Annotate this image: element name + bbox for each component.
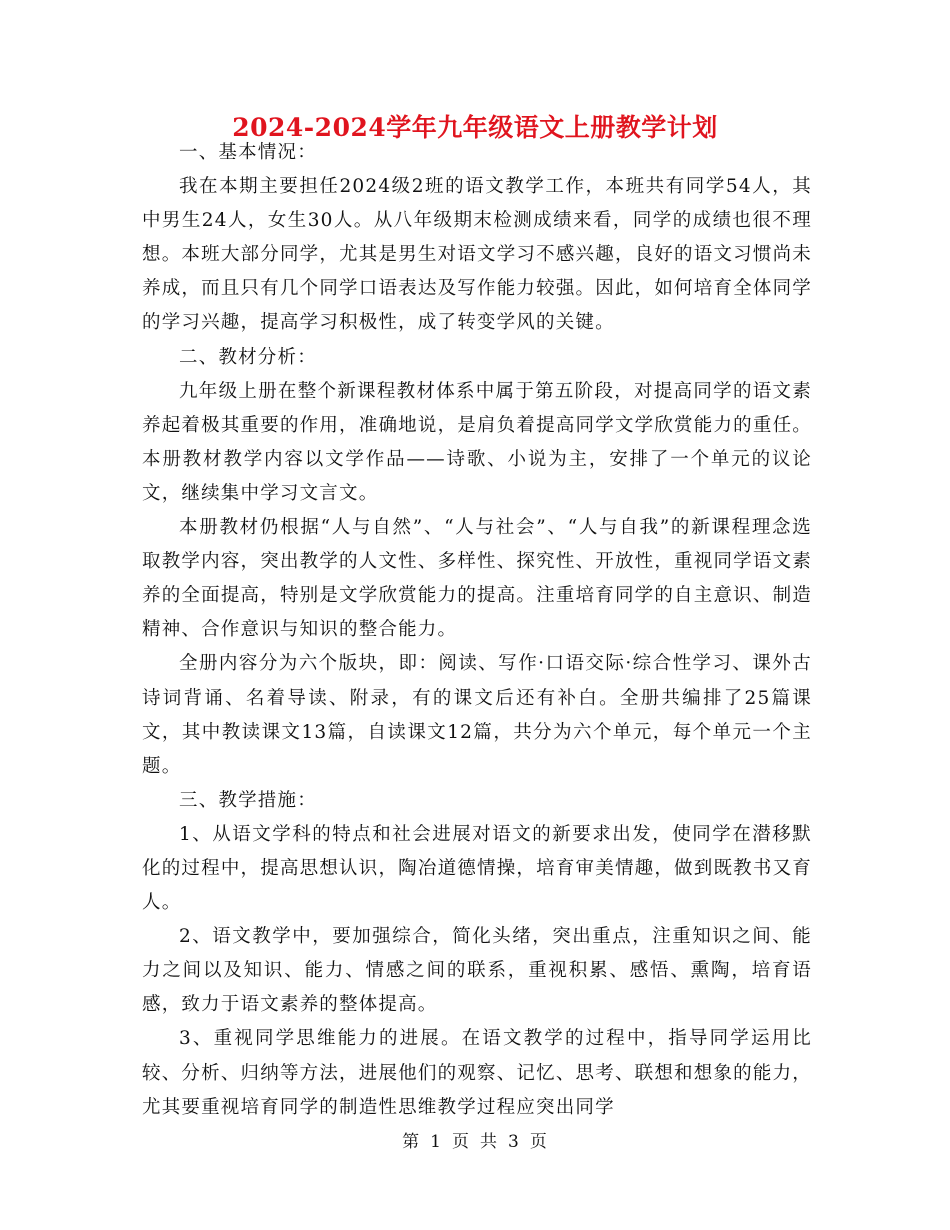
paragraph: 全册内容分为六个版块，即：阅读、写作·口语交际·综合性学习、课外古诗词背诵、名着导读、附录，有的课文后还有补白。全册共编排了25篇课文，其中教读课文13篇，自读课文12篇，共分为六个单元，每个单元一个主题。: [142, 653, 812, 777]
paragraph: 我在本期主要担任2024级2班的语文教学工作，本班共有同学54人，其中男生24人，女生30人。从八年级期末检测成绩来看，同学的成绩也很不理想。本班大部分同学，尤其是男生对语文学习不感兴趣，良好的语文习惯尚未养成，而且只有几个同学口语表达及写作能力较强。因此，如何培育全体同学的学习兴趣，提高学习积极性，成了转变学风的关键。: [142, 176, 812, 334]
document-title: 2024-2024学年九年级语文上册教学计划: [232, 113, 718, 142]
footer-page-number: 1: [430, 1132, 442, 1152]
section-heading-measures: 三、教学措施：: [179, 789, 317, 811]
paragraph: 九年级上册在整个新课程教材体系中属于第五阶段，对提高同学的语文素养起着极其重要的作用，准确地说，是肩负着提高同学文学欣赏能力的重任。本册教材教学内容以文学作品——诗歌、小说为主，安排了一个单元的议论文，继续集中学习文言文。: [142, 380, 812, 504]
footer-total-pages: 3: [508, 1132, 520, 1152]
section-heading-textbook: 二、教材分析：: [179, 346, 317, 368]
footer-page-unit: 页: [452, 1132, 470, 1152]
paragraph: 1、从语文学科的特点和社会进展对语文的新要求出发，使同学在潜移默化的过程中，提高思想认识，陶冶道德情操，培育审美情趣，做到既教书又育人。: [142, 823, 812, 914]
page-footer: [0, 1127, 950, 1152]
paragraph: 2、语文教学中，要加强综合，简化头绪，突出重点，注重知识之间、能力之间以及知识、能力、情感之间的联系，重视积累、感悟、熏陶，培育语感，致力于语文素养的整体提高。: [142, 926, 812, 1016]
paragraph: 本册教材仍根据“人与自然”、“人与社会”、“人与自我”的新课程理念选取教学内容，突出教学的人文性、多样性、探究性、开放性，重视同学语文素养的全面提高，特别是文学欣赏能力的提高。注重培育同学的自主意识、制造精神、合作意识与知识的整合能力。: [142, 517, 812, 641]
footer-total-word: 共: [480, 1132, 498, 1152]
footer-total-unit: 页: [529, 1132, 548, 1152]
paragraph: 3、重视同学思维能力的进展。在语文教学的过程中，指导同学运用比较、分析、归纳等方法，进展他们的观察、记忆、思考、联想和想象的能力，尤其要重视培育同学的制造性思维教学过程应突出同学: [142, 1028, 812, 1118]
footer-page-word: 第: [402, 1132, 421, 1152]
section-heading-basic: 一、基本情况：: [179, 142, 317, 163]
document-body: [142, 136, 812, 1125]
